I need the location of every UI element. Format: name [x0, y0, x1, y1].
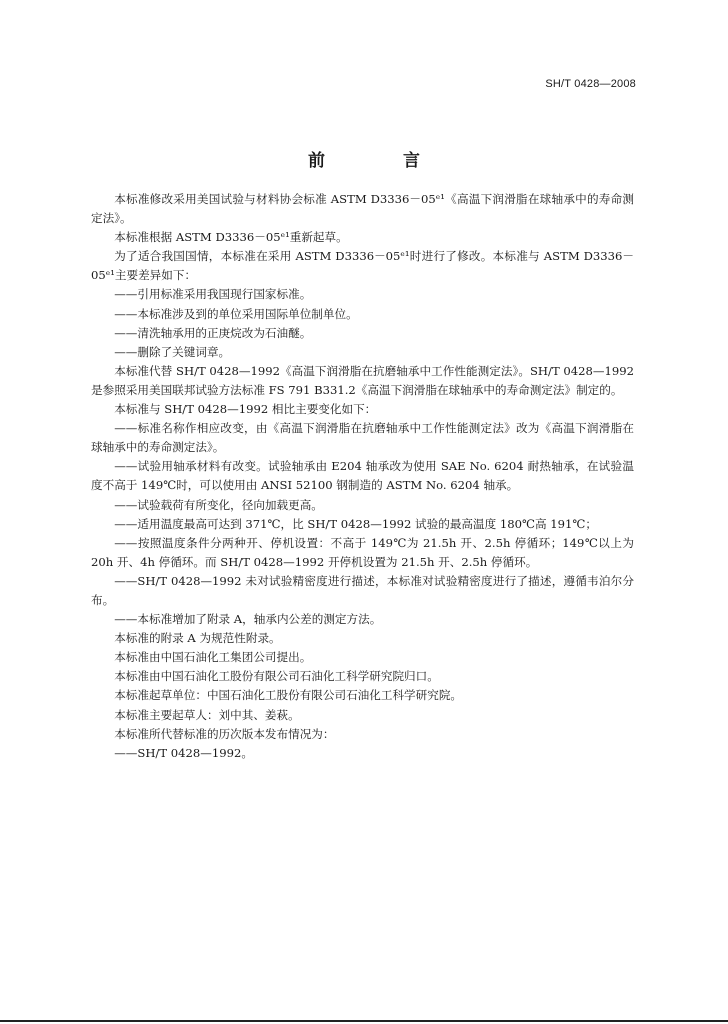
paragraph: ——删除了关键词章。	[114, 344, 231, 359]
standard-code: SH/T 0428—2008	[545, 78, 636, 90]
paragraph: ——适用温度最高可达到 371℃，比 SH/T 0428—1992 试验的最高温度 180℃高 191℃；	[114, 516, 597, 531]
paragraph: 本标准由中国石油化工股份有限公司石油化工科学研究院归口。	[114, 669, 439, 684]
paragraph: ——清洗轴承用的正庚烷改为石油醚。	[114, 325, 312, 340]
page-title: 前 言	[308, 151, 456, 171]
paragraph: ——SH/T 0428—1992 未对试验精密度进行描述，本标准对试验精密度进行了描述，遵循韦泊尔分布。	[91, 573, 634, 607]
paragraph: ——试验载荷有所变化，径向加载更高。	[114, 497, 323, 512]
paragraph: ——本标准增加了附录 A，轴承内公差的测定方法。	[114, 612, 382, 627]
paragraph: 本标准代替 SH/T 0428—1992《高温下润滑脂在抗磨轴承中工作性能测定法》。SH/T 0428—1992 是参照采用美国联邦试验方法标准 FS 791 B331.2《高温下润滑脂在球轴承中的寿命测定法》制定的。	[91, 363, 634, 397]
paragraph: ——试验用轴承材料有改变。试验轴承由 E204 轴承改为使用 SAE No. 6204 耐热轴承，在试验温度不高于 149℃时，可以使用由 ANSI 52100 钢制造的 ASTM No. 6204 轴承。	[91, 459, 634, 493]
paragraph: 本标准起草单位：中国石油化工股份有限公司石油化工科学研究院。	[114, 688, 463, 703]
paragraph: 本标准根据 ASTM D3336－05ᵉ¹重新起草。	[114, 230, 348, 245]
paragraph: 本标准与 SH/T 0428—1992 相比主要变化如下：	[114, 402, 377, 417]
paragraph: ——按照温度条件分两种开、停机设置：不高于 149℃为 21.5h 开、2.5h 停循环；149℃以上为 20h 开、4h 停循环。而 SH/T 0428—1992 开停机设置为 21.5h 开、2.5h 停循环。	[91, 535, 634, 569]
paragraph: 本标准的附录 A 为规范性附录。	[114, 631, 281, 646]
paragraph: ——SH/T 0428—1992。	[114, 745, 253, 760]
paragraph: 本标准所代替标准的历次版本发布情况为：	[114, 726, 335, 741]
page-bottom-divider	[0, 1020, 728, 1022]
paragraph: 本标准修改采用美国试验与材料协会标准 ASTM D3336－05ᵉ¹《高温下润滑脂在球轴承中的寿命测定法》。	[91, 192, 634, 226]
paragraph: 本标准主要起草人：刘中其、姜萩。	[114, 707, 300, 722]
paragraph: ——引用标准采用我国现行国家标准。	[114, 287, 312, 302]
paragraph: ——本标准涉及到的单位采用国际单位制单位。	[114, 306, 358, 321]
paragraph: 为了适合我国国情，本标准在采用 ASTM D3336－05ᵉ¹时进行了修改。本标准与 ASTM D3336－05ᵉ¹主要差异如下：	[91, 249, 634, 283]
paragraph: 本标准由中国石油化工集团公司提出。	[114, 650, 312, 665]
paragraph: ——标准名称作相应改变，由《高温下润滑脂在抗磨轴承中工作性能测定法》改为《高温下润滑脂在球轴承中的寿命测定法》。	[91, 421, 634, 455]
foreword-body	[91, 190, 634, 763]
